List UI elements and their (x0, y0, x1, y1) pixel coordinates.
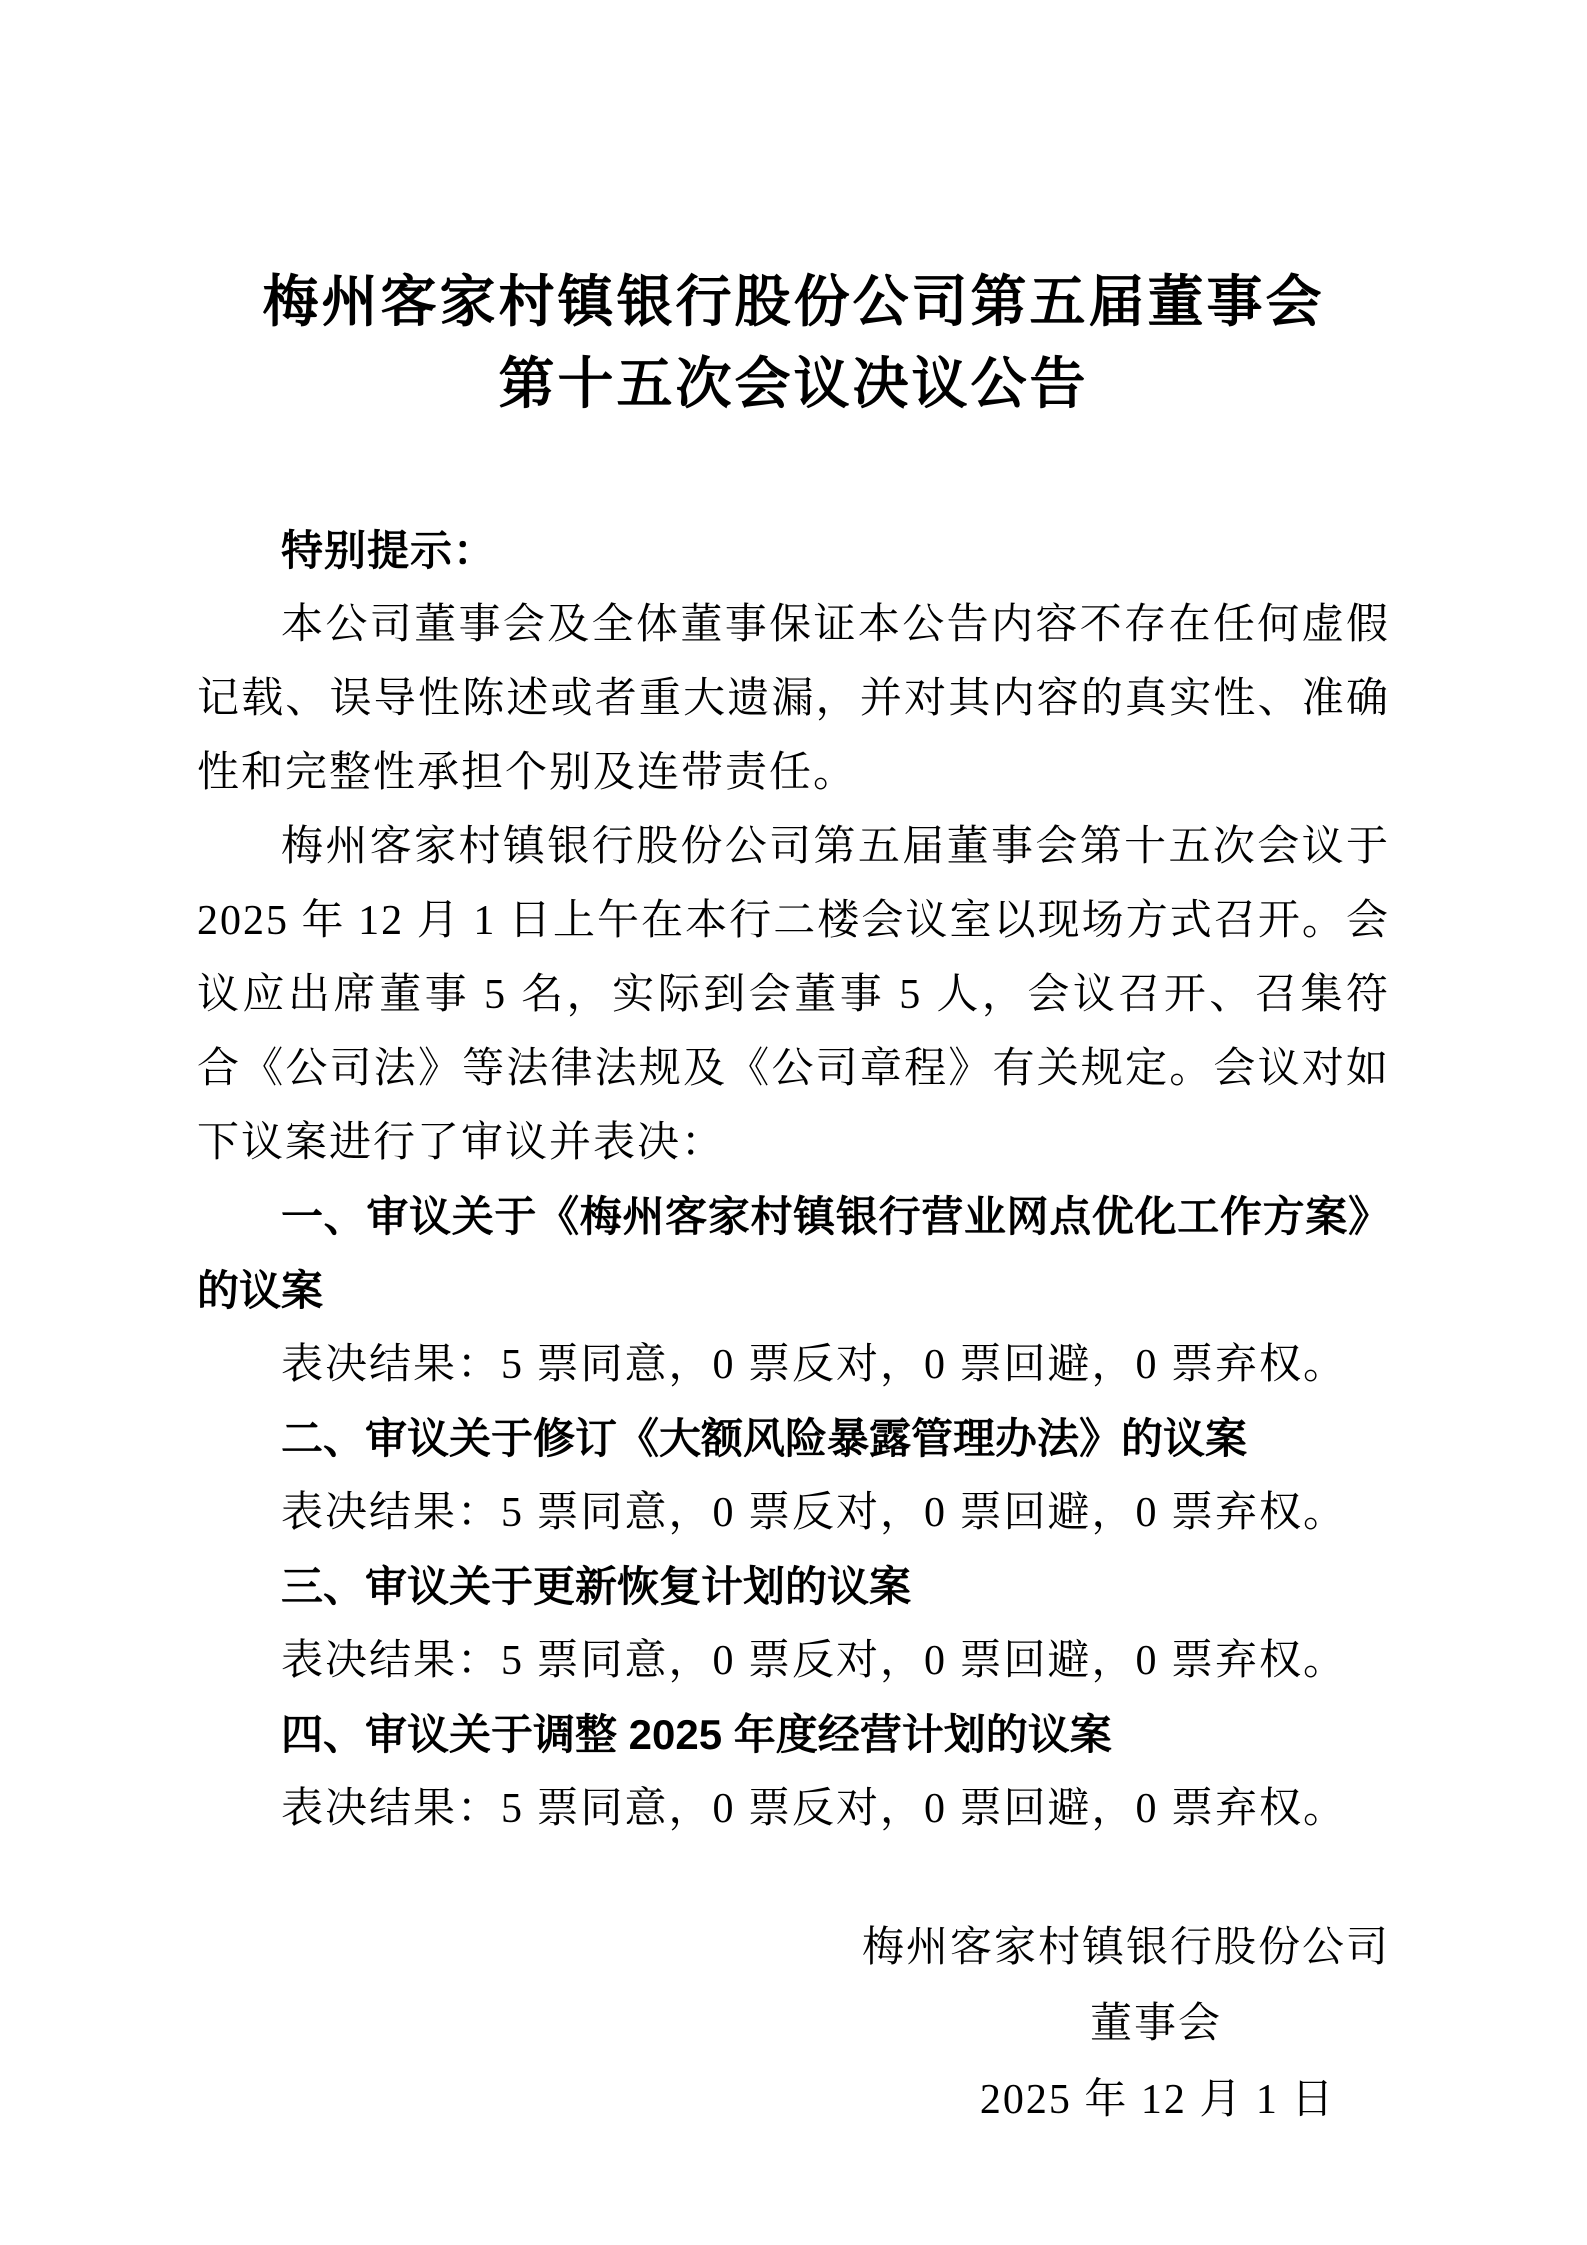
resolution-item-1 (197, 1180, 1390, 1402)
document-title-line2: 第十五次会议决议公告 (498, 354, 1089, 416)
resolution-item-2 (197, 1402, 1390, 1550)
resolution-heading: 一、审议关于《梅州客家村镇银行营业网点优化工作方案》的议案 (197, 1193, 1390, 1314)
signature-block (197, 1910, 1390, 2138)
special-notice-heading: 特别提示： (281, 527, 497, 574)
signature-company-name: 梅州客家村镇银行股份公司 (861, 1925, 1390, 1971)
resolution-heading: 二、审议关于修订《大额风险暴露管理办法》的议案 (281, 1415, 1248, 1462)
document-title-line1: 梅州客家村镇银行股份公司第五届董事会 (262, 272, 1325, 334)
vote-result: 表决结果：5 票同意，0 票反对，0 票回避，0 票弃权。 (281, 1638, 1348, 1684)
resolution-heading: 四、审议关于调整 2025 年度经营计划的议案 (281, 1711, 1112, 1758)
special-notice-paragraph: 本公司董事会及全体董事保证本公告内容不存在任何虚假记载、误导性陈述或者重大遗漏，并对其内容的真实性、准确性和完整性承担个别及连带责任。 (197, 602, 1390, 796)
vote-result: 表决结果：5 票同意，0 票反对，0 票回避，0 票弃权。 (281, 1342, 1348, 1388)
vote-result: 表决结果：5 票同意，0 票反对，0 票回避，0 票弃权。 (281, 1490, 1348, 1536)
signature-board-label: 董事会 (1089, 2001, 1222, 2047)
document-title (197, 262, 1390, 426)
meeting-summary-paragraph: 梅州客家村镇银行股份公司第五届董事会第十五次会议于 2025 年 12 月 1 日上午在本行二楼会议室以现场方式召开。会议应出席董事 5 名，实际到会董事 5 人，会议召开、召集符合《公司法》等法律法规及《公司章程》有关规定。会议对如下议案进行了审议并表决： (197, 824, 1390, 1166)
resolution-item-3 (197, 1550, 1390, 1698)
resolution-item-4 (197, 1698, 1390, 1846)
document-body (197, 514, 1390, 1846)
vote-result: 表决结果：5 票同意，0 票反对，0 票回避，0 票弃权。 (281, 1786, 1348, 1832)
signature-date: 2025 年 12 月 1 日 (979, 2077, 1336, 2123)
resolution-heading: 三、审议关于更新恢复计划的议案 (281, 1563, 912, 1610)
